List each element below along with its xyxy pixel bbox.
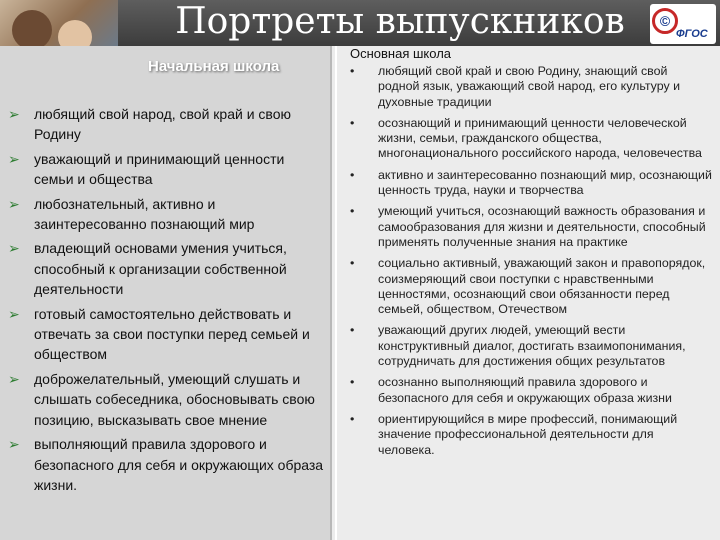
arrow-bullet-icon: ➢ <box>8 436 20 453</box>
list-item: • любящий свой край и свою Родину, знающий свой родной язык, уважающий свой народ, его культуру и духовные традиции <box>350 64 681 109</box>
arrow-bullet-icon: ➢ <box>8 305 20 322</box>
bullet-icon: • <box>350 204 355 219</box>
list-item: ➢ выполняющий правила здорового и безопасного для себя и окружающих образа жизни. <box>8 436 324 493</box>
list-item: ➢ готовый самостоятельно действовать и отвечать за свои поступки перед семьей и обществом <box>8 305 310 363</box>
bullet-icon: • <box>350 323 355 338</box>
list-item: • осознающий и принимающий ценности человеческой жизни, семьи, гражданского общества, многонационального российского народа, человечества <box>350 115 702 161</box>
primary-school-list <box>8 104 326 499</box>
bullet-icon: • <box>350 256 355 271</box>
bullet-icon: • <box>350 64 355 78</box>
column-divider <box>335 46 337 540</box>
primary-school-title: Начальная школа <box>148 58 280 75</box>
list-item: • ориентирующийся в мире профессий, понимающий значение профессиональной деятельности для человека. <box>350 411 678 457</box>
list-item: • умеющий учиться, осознающий важность образования и самообразования для жизни и деятельности, способный применять полученные знания на практике <box>350 204 706 249</box>
bullet-icon: • <box>350 115 355 130</box>
list-item: ➢ владеющий основами умения учиться, способный к организации собственной деятельности <box>8 240 287 298</box>
bullet-icon: • <box>350 411 355 426</box>
list-item: • осознанно выполняющий правила здорового и безопасного для себя и окружающих образа жизни <box>350 375 672 405</box>
logo-text: ФГОС <box>676 28 708 40</box>
list-item: • активно и заинтересованно познающий мир, осознающий ценность труда, науки и творчества <box>350 167 712 198</box>
list-item: • социально активный, уважающий закон и правопорядок, соизмеряющий свои поступки с нравственными ценностями, осознающий свои обязанности перед семьей, обществом, Отечеством <box>350 256 706 317</box>
arrow-bullet-icon: ➢ <box>8 370 20 387</box>
arrow-bullet-icon: ➢ <box>8 150 20 167</box>
list-item: ➢ любящий свой народ, свой край и свою Родину <box>8 106 291 143</box>
list-item: • уважающий других людей, умеющий вести конструктивный диалог, достигать взаимопонимания, сотрудничать для достижения общих результатов <box>350 323 686 369</box>
secondary-school-list <box>348 64 712 464</box>
fgos-logo <box>650 4 716 44</box>
copyright-icon: © <box>652 8 678 34</box>
page-title: Портреты выпускников <box>175 1 625 42</box>
list-item: ➢ уважающий и принимающий ценности семьи и общества <box>8 150 285 188</box>
secondary-school-title: Основная школа <box>350 46 452 61</box>
arrow-bullet-icon: ➢ <box>8 195 20 212</box>
list-item: ➢ доброжелательный, умеющий слушать и слышать собеседника, обосновывать свою позицию, высказывать свое мнение <box>8 370 315 428</box>
arrow-bullet-icon: ➢ <box>8 106 20 122</box>
bullet-icon: • <box>350 167 355 182</box>
list-item: ➢ любознательный, активно и заинтересованно познающий мир <box>8 195 255 233</box>
bullet-icon: • <box>350 375 355 390</box>
arrow-bullet-icon: ➢ <box>8 240 20 257</box>
